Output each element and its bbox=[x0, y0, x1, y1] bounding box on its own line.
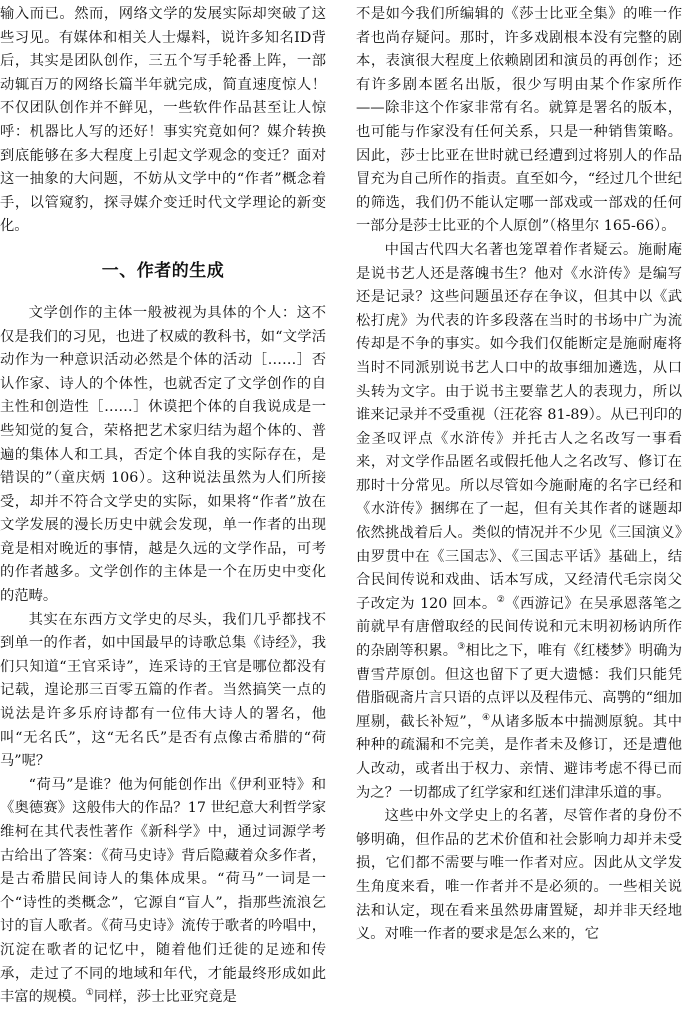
left-column bbox=[0, 3, 326, 1010]
footnote-mark-3[interactable]: ③ bbox=[457, 642, 466, 653]
paragraph-homer-tail: 同样，莎士比亚究竟是 bbox=[93, 989, 237, 1006]
paragraph-creative-subject: 文学创作的主体一般被视为具体的个人：这不仅是我们的习见，也进了权威的教科书，如“文学活动作为一种意识活动必然是个体的活动［……］否认作家、诗人的个体性，也就否定了文学创作的自主性和创造性［……］休谟把个体的自我说成是一些知觉的复合，荣格把艺术家归结为超个体的、普遍的集体人和工具，否定个体自我的实际存在，是错误的”（童庆炳 106）。这种说法虽然为人们所接受，却并不符合文学史的实际，如果将“作者”放在文学发展的漫长历史中就会发现，单一作者的出现竟是相对晚近的事情，越是久远的文学作品，可考的作者越多。文学创作的主体是一个在历史中变化的范畴。 bbox=[0, 304, 326, 605]
paragraph-homer-text: “荷马”是谁？他为何能创作出《伊利亚特》和《奥德赛》这般伟大的作品？17 世纪意大利哲学家维柯在其代表性著作《新科学》中，通过词源学考古给出了答案：《荷马史诗》背后隐藏着众多作者，是古希腊民间诗人的集体成果。“荷马”一词是一个“诗性的类概念”，它源自“盲人”，指那些流浪乞讨的盲人歌者。《荷马史诗》流传于歌者的吟唱中，沉淀在歌者的记忆中，随着他们迁徙的足迹和传承，走过了不同的地域和年代，才能最终形成如此丰富的规模。 bbox=[0, 776, 326, 1006]
paragraph-four-classics bbox=[356, 239, 682, 805]
paragraph-intro: 输入而已。然而，网络文学的发展实际却突破了这些习见。有媒体和相关人士爆料，说许多知名ID背后，其实是团队创作，三五个写手轮番上阵，一部动辄百万的网络长篇半年就完成，简直速度惊人！不仅团队创作并不鲜见，一些软件作品甚至让人惊呼：机器比人写的还好！事实究竟如何？媒介转换到底能够在多大程度上引起文学观念的变迁？面对这一抽象的大问题，不妨从文学中的“作者”概念着手，以管窥豹，探寻媒介变迁时代文学理论的新变化。 bbox=[0, 6, 326, 235]
paragraph-four-classics-b: 《西游记》在吴承恩落笔之前就早有唐僧取经的民间传说和元末明初杨讷所作的杂剧等积累。 bbox=[356, 595, 682, 660]
paragraph-four-classics-c: 相比之下，唯有《红楼梦》明确为曹雪芹原创。但这也留下了更大遗憾：我们只能凭借脂砚斋片言只语的点评以及程伟元、高鹗的“细加厘剔，截长补短”， bbox=[356, 643, 682, 730]
paragraph-no-single-author: 其实在东西方文学史的尽头，我们几乎都找不到单一的作者，如中国最早的诗歌总集《诗经》，我们只知道“王官采诗”，连采诗的王官是哪位都没有记载，遑论那三百零五篇的作者。当然搞笑一点的说法是许多乐府诗都有一位伟大诗人的署名，他叫“无名氏”，这“无名氏”是否有点像古希腊的“荷马”呢？ bbox=[0, 611, 326, 770]
section-heading: 一、作者的生成 bbox=[101, 260, 225, 281]
paragraph-four-classics-d: 从诸多版本中揣测原貌。其中种种的疏漏和不完美，是作者未及修订，还是遭他人改动，或者出于权力、亲情、避讳考虑不得已而为之？一切都成了红学家和红迷们津津乐道的事。 bbox=[356, 713, 683, 801]
footnote-mark-4[interactable]: ④ bbox=[481, 713, 491, 724]
footnote-mark-1[interactable]: ① bbox=[85, 988, 94, 999]
paragraph-shakespeare: 不是如今我们所编辑的《莎士比亚全集》的唯一作者也尚存疑问。那时，许多戏剧根本没有完整的剧本，表演很大程度上依赖剧团和演员的再创作；还有许多剧本匿名出版，很少写明由某个作家所作——除非这个作家非常有名。就算是署名的版本，也可能与作家没有任何关系，只是一种销售策略。因此，莎士比亚在世时就已经遭到过将别人的作品冒充为自己所作的指责。直至如今，“经过几个世纪的筛选，我们仍不能认定哪一部戏或一部戏的任何一部分是莎士比亚的个人原创”（格里尔 165-66）。 bbox=[356, 6, 682, 235]
right-column bbox=[356, 3, 682, 947]
footnote-mark-2[interactable]: ② bbox=[496, 595, 506, 606]
paragraph-conclusion: 这些中外文学史上的名著，尽管作者的身份不够明确，但作品的艺术价值和社会影响力却并未受损，它们都不需要与唯一作者对应。因此从文学发生角度来看，唯一作者并不是必须的。一些相关说法和认定，现在看来虽然毋庸置疑，却并非天经地义。对唯一作者的要求是怎么来的，它 bbox=[356, 808, 682, 943]
paragraph-homer bbox=[0, 774, 326, 1010]
paragraph-four-classics-a: 中国古代四大名著也笼罩着作者疑云。施耐庵是说书艺人还是落魄书生？他对《水浒传》是编写还是记录？这些问题虽还存在争议，但其中以《武松打虎》为代表的许多段落在当时的书场中广为流传却是不争的事实。如今我们仅能断定是施耐庵将当时不同派别说书艺人口中的故事细加遴选，从口头转为文字。由于说书主要靠艺人的表现力，所以谁来记录并不受重视（汪花容 81-89）。从已刊印的金圣叹评点《水浒传》并托古人之名改写一事看来，对文学作品匿名或假托他人之名改写、修订在那时十分常见。所以尽管如今施耐庵的名字已经和《水浒传》捆绑在了一起，但有关其作者的谜题却依然挑战着后人。类似的情况并不少见《三国演义》由罗贯中在《三国志》、《三国志平话》基础上，结合民间传说和戏曲、话本写成，又经清代毛宗岗父子改定为 120 回本。 bbox=[356, 241, 682, 612]
